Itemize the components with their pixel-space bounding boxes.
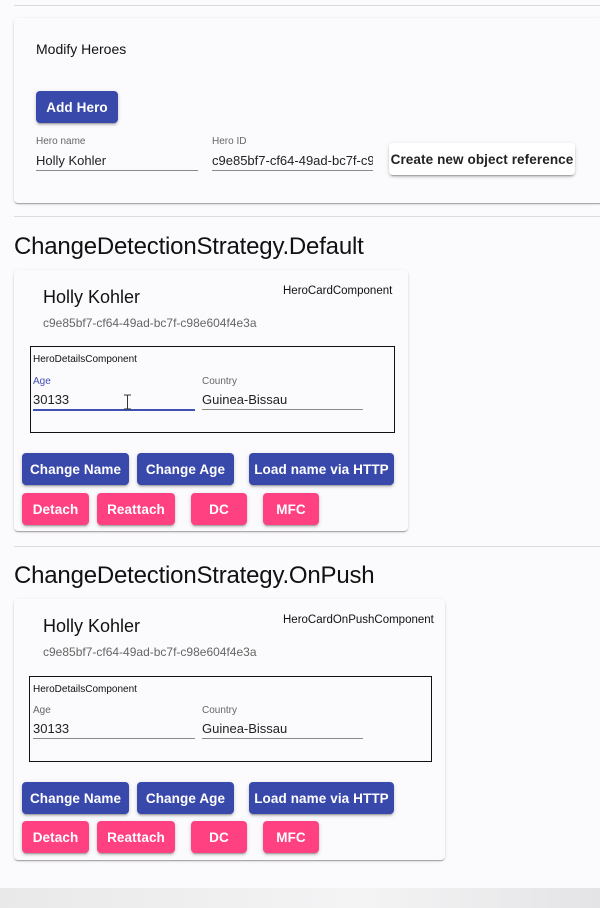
change-name-button[interactable]: Change Name bbox=[22, 453, 129, 485]
age-input[interactable] bbox=[33, 718, 195, 739]
mfc-button[interactable]: MFC bbox=[263, 821, 319, 853]
dc-button[interactable]: DC bbox=[191, 821, 247, 853]
bottom-edge bbox=[0, 888, 600, 908]
hero-card-default bbox=[14, 270, 408, 531]
hero-id: c9e85bf7-cf64-49ad-bc7f-c98e604f4e3a bbox=[43, 645, 257, 659]
modify-heroes-card bbox=[14, 18, 600, 203]
hero-id-label: Hero ID bbox=[212, 136, 247, 147]
detach-button[interactable]: Detach bbox=[22, 821, 89, 853]
component-label: HeroCardComponent bbox=[283, 285, 393, 297]
text-cursor-icon bbox=[123, 394, 132, 410]
load-name-via-http-button[interactable]: Load name via HTTP bbox=[249, 782, 394, 814]
reattach-button[interactable]: Reattach bbox=[97, 493, 175, 525]
hero-details-label: HeroDetailsComponent bbox=[33, 684, 137, 695]
component-label: HeroCardOnPushComponent bbox=[283, 614, 434, 626]
age-input[interactable] bbox=[33, 389, 195, 411]
hero-name: Holly Kohler bbox=[43, 616, 141, 636]
hero-details-label: HeroDetailsComponent bbox=[33, 354, 137, 365]
country-input[interactable] bbox=[202, 718, 363, 739]
hero-details-box bbox=[30, 346, 395, 433]
dc-button[interactable]: DC bbox=[191, 493, 247, 525]
country-input[interactable] bbox=[202, 389, 363, 410]
hero-details-box bbox=[29, 676, 432, 762]
age-label: Age bbox=[33, 705, 51, 716]
country-label: Country bbox=[202, 376, 238, 387]
default-section-title: ChangeDetectionStrategy.Default bbox=[14, 233, 364, 260]
reattach-button[interactable]: Reattach bbox=[97, 821, 175, 853]
hero-name-label: Hero name bbox=[36, 136, 86, 147]
create-new-object-reference-button[interactable]: Create new object reference bbox=[389, 143, 575, 175]
top-divider bbox=[14, 5, 600, 6]
detach-button[interactable]: Detach bbox=[22, 493, 89, 525]
hero-card-onpush bbox=[14, 599, 445, 860]
age-label: Age bbox=[33, 376, 51, 387]
section-divider bbox=[14, 546, 600, 547]
modify-heroes-title: Modify Heroes bbox=[36, 41, 127, 57]
add-hero-button[interactable]: Add Hero bbox=[36, 91, 118, 123]
hero-id-input[interactable] bbox=[212, 150, 373, 171]
change-name-button[interactable]: Change Name bbox=[22, 782, 129, 814]
hero-name-input[interactable] bbox=[36, 150, 198, 171]
onpush-section-title: ChangeDetectionStrategy.OnPush bbox=[14, 562, 375, 589]
section-divider bbox=[14, 216, 600, 217]
load-name-via-http-button[interactable]: Load name via HTTP bbox=[249, 453, 394, 485]
change-age-button[interactable]: Change Age bbox=[137, 782, 234, 814]
mfc-button[interactable]: MFC bbox=[263, 493, 319, 525]
hero-id: c9e85bf7-cf64-49ad-bc7f-c98e604f4e3a bbox=[43, 316, 257, 330]
change-age-button[interactable]: Change Age bbox=[137, 453, 234, 485]
country-label: Country bbox=[202, 705, 238, 716]
hero-name: Holly Kohler bbox=[43, 287, 141, 307]
